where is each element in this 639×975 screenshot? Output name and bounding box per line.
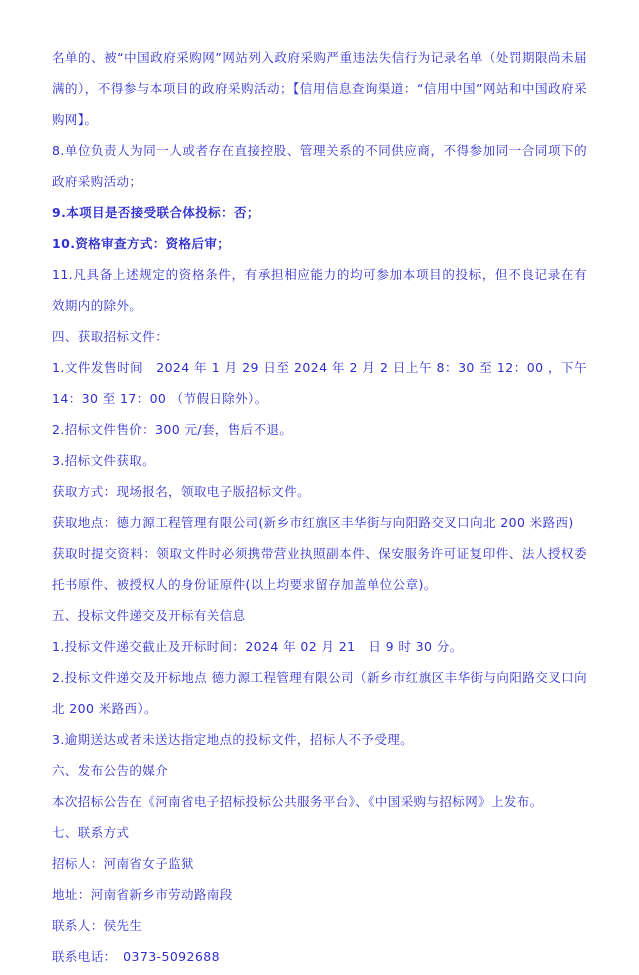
paragraph-deadline: 1.投标文件递交截止及开标时间：2024 年 02 月 21 日 9 时 30 分。 — [52, 639, 463, 654]
document-body — [52, 42, 592, 972]
heading-section-six: 六、发布公告的媒介 — [52, 763, 169, 778]
paragraph-contact-person: 联系人：侯先生 — [52, 918, 143, 933]
paragraph-item-10: 10.资格审查方式：资格后审； — [52, 236, 231, 251]
paragraph-acquire-location: 获取地点：德力源工程管理有限公司(新乡市红旗区丰华街与向阳路交叉口向北 200 米路西) — [52, 515, 574, 530]
paragraph-sale-time: 1.文件发售时间 2024 年 1 月 29 日至 2024 年 2 月 2 日上午 8：30 至 12：00 ，下午 14：30 至 17：00 （节假日除外）。 — [52, 360, 592, 406]
paragraph-tenderer: 招标人：河南省女子监狱 — [52, 856, 194, 871]
paragraph-media: 本次招标公告在《河南省电子招标投标公共服务平台》、《中国采购与招标网》上发布。 — [52, 794, 543, 809]
paragraph-document-acquire: 3.招标文件获取。 — [52, 453, 156, 468]
paragraph-credit-record-continued: 名单的、被“中国政府采购网”网站列入政府采购严重违法失信行为记录名单（处罚期限尚未届满的），不得参与本项目的政府采购活动；【信用信息查询渠道：“信用中国”网站和中国政府采购网】。 — [52, 50, 587, 127]
paragraph-bid-location: 2.投标文件递交及开标地点 德力源工程管理有限公司（新乡市红旗区丰华街与向阳路交叉口向北 200 米路西）。 — [52, 670, 587, 716]
heading-section-five: 五、投标文件递交及开标有关信息 — [52, 608, 246, 623]
heading-section-four: 四、获取招标文件： — [52, 329, 169, 344]
paragraph-late-bid: 3.逾期送达或者未送达指定地点的投标文件，招标人不予受理。 — [52, 732, 414, 747]
paragraph-contact-phone: 联系电话： 0373-5092688 — [52, 949, 220, 964]
paragraph-address: 地址：河南省新乡市劳动路南段 — [52, 887, 233, 902]
heading-section-seven: 七、联系方式 — [52, 825, 130, 840]
paragraph-acquire-method: 获取方式：现场报名，领取电子版招标文件。 — [52, 484, 311, 499]
paragraph-item-8: 8.单位负责人为同一人或者存在直接控股、管理关系的不同供应商，不得参加同一合同项下的政府采购活动； — [52, 143, 587, 189]
paragraph-document-price: 2.招标文件售价：300 元/套，售后不退。 — [52, 422, 293, 437]
paragraph-item-11: 11.凡具备上述规定的资格条件，有承担相应能力的均可参加本项目的投标，但不良记录在有效期内的除外。 — [52, 267, 587, 313]
paragraph-acquire-materials: 获取时提交资料：领取文件时必须携带营业执照副本件、保安服务许可证复印件、法人授权委托书原件、被授权人的身份证原件(以上均要求留存加盖单位公章)。 — [52, 546, 587, 592]
paragraph-item-9: 9.本项目是否接受联合体投标：否； — [52, 205, 260, 220]
